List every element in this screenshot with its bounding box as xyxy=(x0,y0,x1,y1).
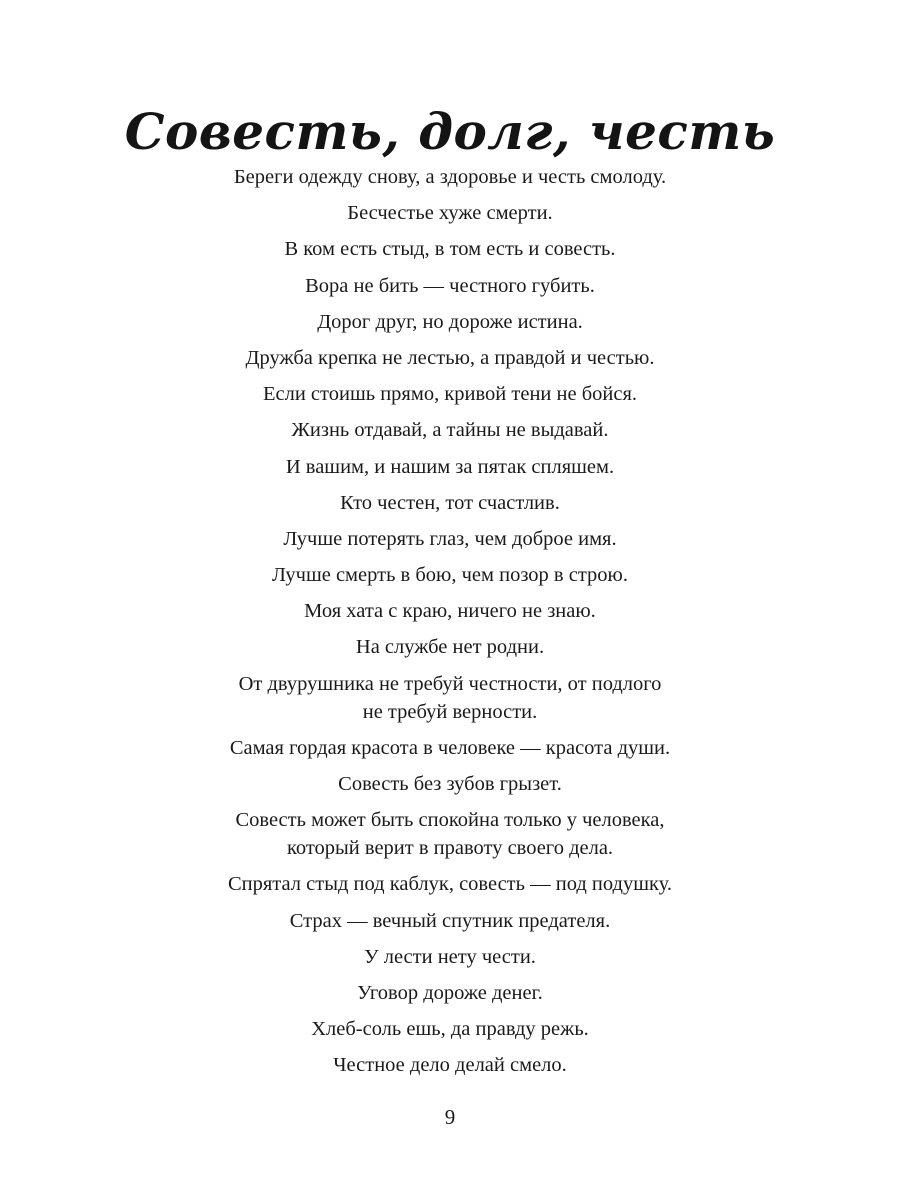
proverb-item: Жизнь отдавай, а тайны не выдавай. xyxy=(291,419,609,442)
proverb-item: Дружба крепка не лестью, а правдой и честью. xyxy=(245,346,655,369)
page-number: 9 xyxy=(444,1105,456,1129)
proverb-item: Если стоишь прямо, кривой тени не бойся. xyxy=(262,383,638,406)
proverb-item: Самая гордая красота в человеке — красота души. xyxy=(229,736,671,759)
proverb-item: Страх — вечный спутник предателя. xyxy=(289,909,611,932)
proverb-item: Бесчестье хуже смерти. xyxy=(347,202,553,225)
proverb-item: Кто честен, тот счастлив. xyxy=(340,491,560,514)
proverb-item: Моя хата с краю, ничего не знаю. xyxy=(304,600,596,623)
proverb-item: Лучше смерть в бою, чем позор в строю. xyxy=(272,564,628,587)
proverb-item: Спрятал стыд под каблук, совесть — под подушку. xyxy=(227,873,673,896)
proverb-item: На службе нет родни. xyxy=(355,636,545,659)
proverb-item: У лести нету чести. xyxy=(364,945,536,968)
proverb-item: Совесть может быть спокойна только у человека, который верит в правоту своего дела. xyxy=(235,809,665,860)
proverb-item: Лучше потерять глаз, чем доброе имя. xyxy=(283,527,617,550)
proverb-list xyxy=(150,163,750,1088)
proverb-item: Хлеб-соль ешь, да правду режь. xyxy=(311,1018,589,1041)
proverb-item: Уговор дороже денег. xyxy=(357,981,543,1004)
proverb-item: Совесть без зубов грызет. xyxy=(338,773,562,795)
proverb-item: Честное дело делай смело. xyxy=(333,1054,567,1077)
proverb-item: От двурушника не требуй честности, от подлого не требуй верности. xyxy=(238,672,662,723)
proverb-item: Вора не бить — честного губить. xyxy=(305,274,595,297)
chapter-title: Совесть, долг, честь xyxy=(124,101,776,161)
proverb-item: Береги одежду снову, а здоровье и честь смолоду. xyxy=(233,166,667,188)
proverb-item: Дорог друг, но дороже истина. xyxy=(317,310,583,333)
proverb-item: В ком есть стыд, в том есть и совесть. xyxy=(284,238,616,261)
proverb-item: И вашим, и нашим за пятак спляшем. xyxy=(285,455,615,478)
